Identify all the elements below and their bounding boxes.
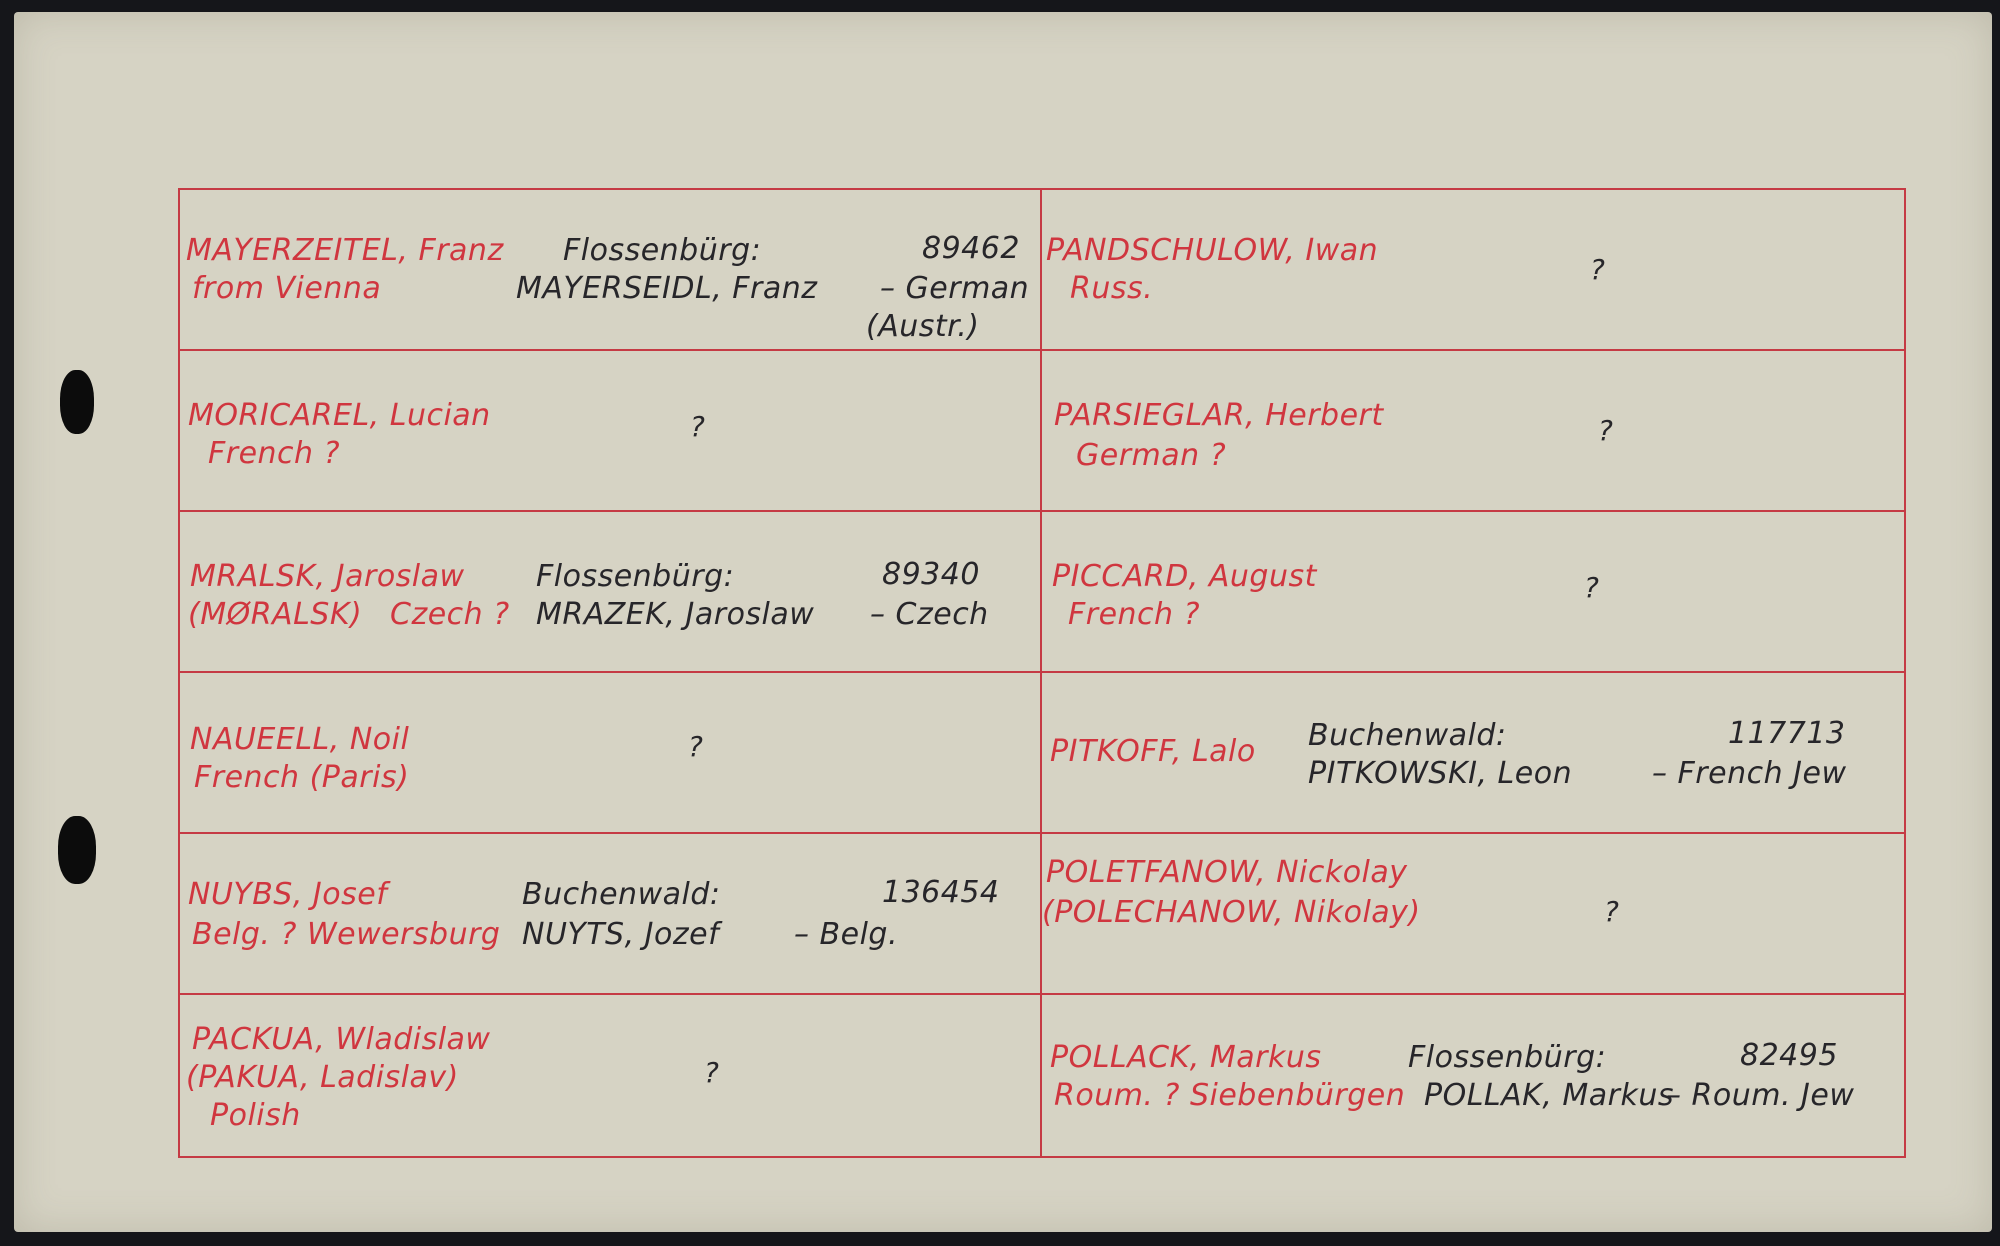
- entry-parsieglar: [1042, 351, 1904, 512]
- entry-mralsk: [180, 512, 1042, 673]
- punch-hole-top: [60, 370, 94, 434]
- entry-nuybs: [180, 834, 1042, 995]
- entry-corrected-name: POLLAK, Markus: [1424, 1078, 1675, 1113]
- entry-nationality: – German: [880, 271, 1030, 306]
- entry-nationality: – French Jew: [1652, 756, 1847, 791]
- entry-unknown-mark: ?: [1598, 414, 1614, 447]
- entry-name: MORICAREL, Lucian: [188, 398, 491, 433]
- entry-camp: Flossenbürg:: [563, 233, 762, 268]
- punch-hole-bottom: [58, 816, 96, 884]
- entry-camp: Buchenwald:: [1308, 718, 1507, 753]
- entry-number: 89340: [882, 557, 980, 592]
- entry-origin: French ?: [1068, 597, 1201, 632]
- entry-name: MAYERZEITEL, Franz: [186, 233, 504, 268]
- entry-camp: Flossenbürg:: [536, 559, 735, 594]
- entry-origin: Belg. ? Wewersburg: [192, 917, 501, 952]
- entry-nationality: – Roum. Jew: [1666, 1078, 1855, 1113]
- entry-origin: Roum. ? Siebenbürgen: [1054, 1078, 1406, 1113]
- entry-origin: Russ.: [1070, 271, 1154, 306]
- entry-name: PACKUA, Wladislaw: [192, 1022, 491, 1057]
- entry-mayerzeitel: [180, 190, 1042, 351]
- entry-note: (Austr.): [866, 309, 980, 344]
- entry-pitkoff: [1042, 673, 1904, 834]
- entry-number: 89462: [922, 231, 1020, 266]
- entry-origin: French ?: [208, 436, 341, 471]
- entry-unknown-mark: ?: [704, 1056, 720, 1089]
- entry-name: MRALSK, Jaroslaw: [190, 559, 465, 594]
- entry-unknown-mark: ?: [688, 730, 704, 763]
- entry-alias: (POLECHANOW, Nikolay): [1042, 895, 1421, 930]
- entry-unknown-mark: ?: [1604, 895, 1620, 928]
- entry-corrected-name: NUYTS, Jozef: [522, 917, 720, 952]
- entry-name: PICCARD, August: [1052, 559, 1317, 594]
- entry-origin: French (Paris): [194, 760, 410, 795]
- entry-origin: German ?: [1076, 438, 1227, 473]
- entry-unknown-mark: ?: [1584, 571, 1600, 604]
- entry-moricarel: [180, 351, 1042, 512]
- entry-origin: from Vienna: [192, 271, 382, 306]
- entry-number: 82495: [1740, 1038, 1838, 1073]
- entry-origin: Czech ?: [390, 597, 510, 632]
- entry-camp: Flossenbürg:: [1408, 1040, 1607, 1075]
- entry-origin: Polish: [210, 1098, 301, 1133]
- entry-packua: [180, 995, 1042, 1156]
- entry-pollack: [1042, 995, 1904, 1156]
- entry-unknown-mark: ?: [1590, 253, 1606, 286]
- entry-name: NAUEELL, Noil: [190, 722, 410, 757]
- entry-unknown-mark: ?: [690, 410, 706, 443]
- entry-name: PARSIEGLAR, Herbert: [1054, 398, 1384, 433]
- entry-pandschulow: [1042, 190, 1904, 351]
- entry-piccard: [1042, 512, 1904, 673]
- entry-number: 117713: [1728, 716, 1846, 751]
- entry-camp: Buchenwald:: [522, 877, 721, 912]
- entry-number: 136454: [882, 875, 1000, 910]
- entry-poletfanow: [1042, 834, 1904, 995]
- entry-name: POLETFANOW, Nickolay: [1046, 855, 1408, 890]
- entry-nationality: – Czech: [870, 597, 989, 632]
- entry-alias: (MØRALSK): [188, 597, 363, 632]
- entry-name: PITKOFF, Lalo: [1050, 734, 1256, 769]
- entry-name: POLLACK, Markus: [1050, 1040, 1322, 1075]
- entry-naueell: [180, 673, 1042, 834]
- entry-alias: (PAKUA, Ladislav): [186, 1060, 459, 1095]
- entry-corrected-name: MAYERSEIDL, Franz: [516, 271, 818, 306]
- entry-name: PANDSCHULOW, Iwan: [1046, 233, 1379, 268]
- entry-corrected-name: PITKOWSKI, Leon: [1308, 756, 1573, 791]
- entry-name: NUYBS, Josef: [188, 877, 388, 912]
- entry-corrected-name: MRAZEK, Jaroslaw: [536, 597, 815, 632]
- entries-table: [178, 188, 1906, 1158]
- entry-nationality: – Belg.: [794, 917, 898, 952]
